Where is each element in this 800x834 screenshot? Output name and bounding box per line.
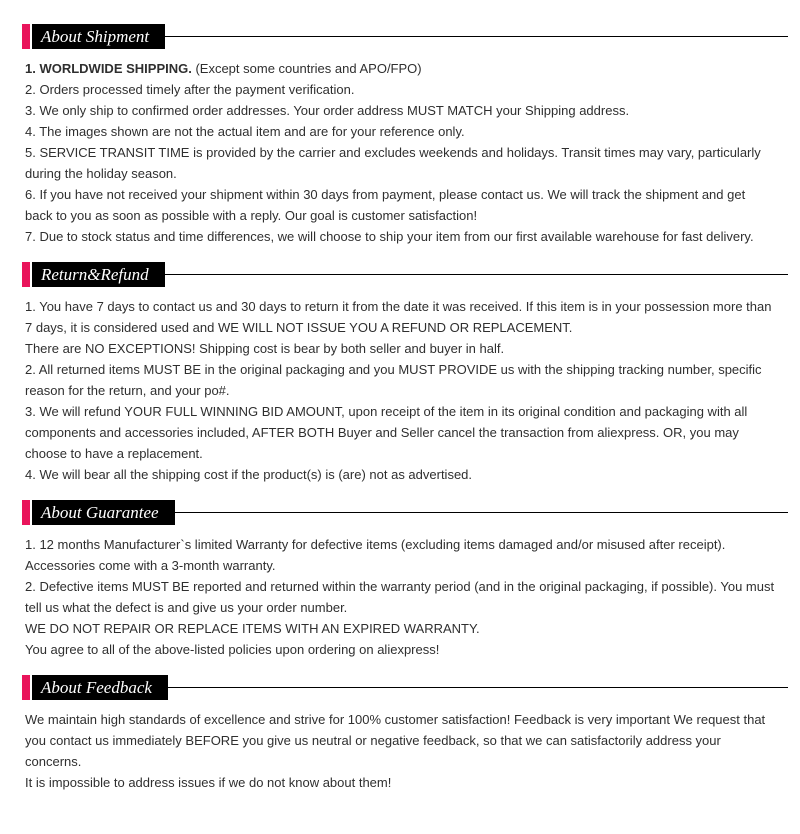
header-divider-line bbox=[168, 687, 788, 688]
section-title: About Feedback bbox=[32, 675, 168, 700]
section-about-feedback bbox=[0, 675, 800, 793]
accent-bar bbox=[22, 500, 30, 525]
accent-bar bbox=[22, 675, 30, 700]
section-body-return-refund bbox=[25, 296, 775, 485]
policy-paragraph: 1. You have 7 days to contact us and 30 days to return it from the date it was received. If this item is in your possession more than 7 days, it is considered used and WE WILL NOT ISSUE YOU A REFUND OR REPLACEMENT. bbox=[25, 299, 772, 335]
policy-paragraph: 2. Orders processed timely after the payment verification. bbox=[25, 82, 355, 97]
paragraph-bold-lead: 1. WORLDWIDE SHIPPING. bbox=[25, 61, 192, 76]
policy-paragraph: 3. We only ship to confirmed order addresses. Your order address MUST MATCH your Shipping address. bbox=[25, 103, 630, 118]
section-title: About Guarantee bbox=[32, 500, 175, 525]
policy-paragraph: It is impossible to address issues if we do not know about them! bbox=[25, 775, 392, 790]
policy-paragraph: You agree to all of the above-listed policies upon ordering on aliexpress! bbox=[25, 642, 440, 657]
section-header-guarantee bbox=[22, 500, 788, 525]
policy-paragraph: 6. If you have not received your shipment within 30 days from payment, please contact us. We will track the shipment and get back to you as soon as possible with a reply. Our goal is customer satisfaction! bbox=[25, 187, 746, 223]
section-body-guarantee bbox=[25, 534, 775, 660]
section-header-shipment bbox=[22, 24, 788, 49]
paragraph-text: (Except some countries and APO/FPO) bbox=[191, 61, 422, 76]
header-divider-line bbox=[165, 274, 788, 275]
section-body-shipment bbox=[25, 58, 775, 247]
policy-paragraph: 2. Defective items MUST BE reported and returned within the warranty period (and in the original packaging, if possible). You must tell us what the defect is and give us your order number. bbox=[25, 579, 775, 615]
policy-paragraph: We maintain high standards of excellence and strive for 100% customer satisfaction! Feedback is very important We request that you contact us immediately BEFORE you give us neutral or negative feedback, so that we can satisfactorily address your concerns. bbox=[25, 712, 766, 769]
policy-paragraph: 4. The images shown are not the actual item and are for your reference only. bbox=[25, 124, 465, 139]
section-body-feedback bbox=[25, 709, 775, 793]
section-header-return-refund bbox=[22, 262, 788, 287]
policy-paragraph: 2. All returned items MUST BE in the original packaging and you MUST PROVIDE us with the shipping tracking number, specific reason for the return, and your po#. bbox=[25, 362, 762, 398]
accent-bar bbox=[22, 262, 30, 287]
policy-paragraph bbox=[25, 58, 775, 79]
section-title: Return&Refund bbox=[32, 262, 165, 287]
header-divider-line bbox=[175, 512, 788, 513]
section-about-guarantee bbox=[0, 500, 800, 660]
accent-bar bbox=[22, 24, 30, 49]
section-about-shipment bbox=[0, 24, 800, 247]
policy-paragraph: 1. 12 months Manufacturer`s limited Warranty for defective items (excluding items damaged and/or misused after receipt). Accessories come with a 3-month warranty. bbox=[25, 537, 726, 573]
header-divider-line bbox=[165, 36, 788, 37]
policy-paragraph: 7. Due to stock status and time differences, we will choose to ship your item from our first available warehouse for fast delivery. bbox=[25, 229, 754, 244]
policy-paragraph: 5. SERVICE TRANSIT TIME is provided by the carrier and excludes weekends and holidays. Transit times may vary, particularly during the holiday season. bbox=[25, 145, 761, 181]
section-return-refund bbox=[0, 262, 800, 485]
policy-paragraph: 3. We will refund YOUR FULL WINNING BID AMOUNT, upon receipt of the item in its original condition and packaging with all components and accessories included, AFTER BOTH Buyer and Seller cancel the transaction from aliexpress. OR, you may choose to have a replacement. bbox=[25, 404, 748, 461]
policy-paragraph: 4. We will bear all the shipping cost if the product(s) is (are) not as advertised. bbox=[25, 467, 473, 482]
policy-paragraph: There are NO EXCEPTIONS! Shipping cost is bear by both seller and buyer in half. bbox=[25, 341, 505, 356]
section-header-feedback bbox=[22, 675, 788, 700]
policy-paragraph: WE DO NOT REPAIR OR REPLACE ITEMS WITH AN EXPIRED WARRANTY. bbox=[25, 621, 480, 636]
section-title: About Shipment bbox=[32, 24, 165, 49]
